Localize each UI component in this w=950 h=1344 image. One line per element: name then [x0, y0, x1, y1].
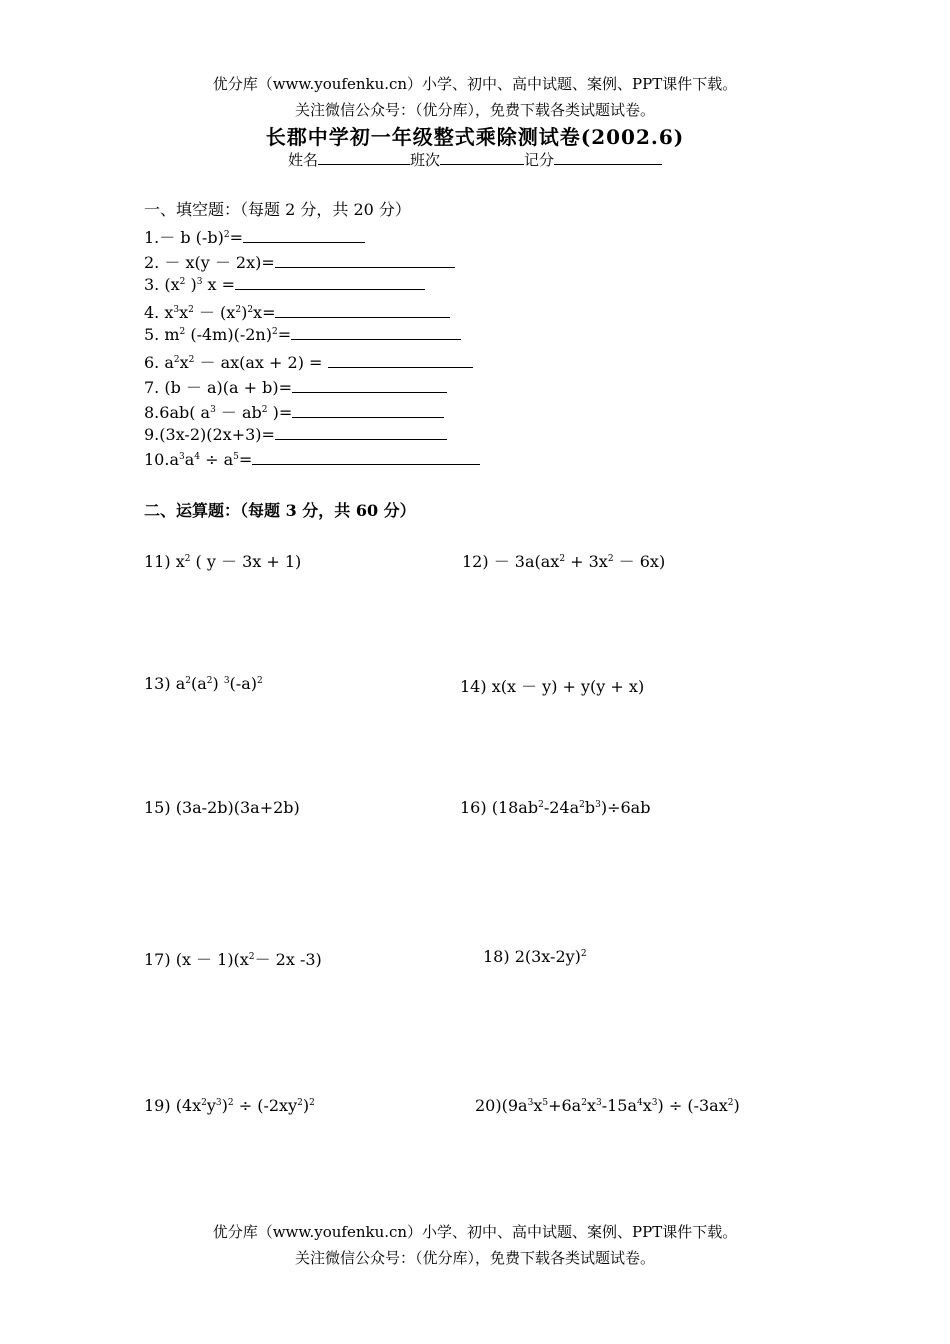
expression-text: a [169, 450, 179, 469]
calc-question [144, 674, 263, 693]
fill-question [144, 225, 365, 248]
section2-heading: 二、运算题：（每题 3 分，共 60 分） [144, 501, 416, 520]
expression-text: ) [185, 275, 197, 294]
expression-text: ÷ a [200, 450, 234, 469]
student-info-row [0, 149, 950, 170]
exponent: 3 [595, 1098, 602, 1108]
question-number: 8. [144, 403, 160, 422]
exponent: 2 [247, 305, 254, 315]
exponent: 2 [248, 952, 255, 962]
calc-question [144, 947, 322, 970]
expression-text: m [159, 325, 180, 344]
question-number: 10. [144, 450, 170, 469]
exponent: 2 [227, 1098, 234, 1108]
fill-question [144, 250, 455, 273]
exponent: 2 [256, 676, 263, 686]
page-title: 长郡中学初一年级整式乘除测试卷(2002.6) [265, 125, 685, 149]
question-number: 14) [460, 677, 487, 696]
question-number: 13) [144, 674, 171, 693]
expression-text: a [170, 674, 186, 693]
expression-text: (a [190, 674, 207, 693]
question-number: 6. [144, 353, 160, 372]
exponent: 2 [179, 327, 186, 337]
question-number: 11) [144, 552, 171, 571]
exponent: 2 [173, 355, 180, 365]
expression-text: = [238, 450, 253, 469]
score-blank [554, 149, 662, 165]
calc-question [144, 549, 301, 572]
answer-blank [275, 253, 455, 268]
exponent: 2 [580, 949, 587, 959]
expression-text: － ab [215, 403, 262, 422]
calc-question [475, 1096, 740, 1115]
exponent: 4 [194, 452, 201, 462]
expression-text: ÷ (-2xy [233, 1096, 298, 1115]
expression-text: x [642, 1096, 652, 1115]
expression-text: = [229, 228, 243, 247]
answer-blank [292, 378, 447, 393]
answer-blank [235, 275, 425, 290]
exponent: 2 [309, 1098, 315, 1108]
expression-text: x = [202, 275, 236, 294]
expression-text: -15a [601, 1096, 638, 1115]
question-number: 3. [144, 275, 160, 294]
calc-question [483, 947, 587, 966]
expression-text: x [533, 1096, 543, 1115]
exponent: 3 [223, 676, 230, 686]
expression-text: a [184, 450, 195, 469]
expression-text: ) [733, 1096, 740, 1115]
calc-question [460, 674, 644, 697]
fill-question [144, 325, 461, 344]
expression-text: b [584, 798, 596, 817]
answer-blank [292, 403, 444, 418]
question-number: 7. [144, 378, 160, 397]
fill-question [144, 275, 425, 294]
exponent: 4 [637, 1098, 643, 1108]
expression-text: (-a) [229, 674, 257, 693]
expression-text: － b (-b) [159, 228, 224, 247]
header-line-2: 关注微信公众号：（优分库），免费下载各类试题试卷。 [294, 101, 655, 119]
calc-question [144, 798, 300, 817]
expression-text: a [159, 353, 174, 372]
expression-text: x [179, 303, 189, 322]
expression-text: x [586, 1096, 596, 1115]
expression-text: x [159, 303, 174, 322]
expression-text: (4x [170, 1096, 202, 1115]
fill-question [144, 425, 447, 444]
exponent: 2 [271, 327, 278, 337]
expression-text: y [206, 1096, 216, 1115]
question-number: 5. [144, 325, 160, 344]
exponent: 2 [179, 277, 186, 287]
expression-text: = [277, 325, 292, 344]
exponent: 3 [595, 800, 601, 810]
answer-blank [328, 353, 473, 368]
expression-text: -24a [543, 798, 580, 817]
exponent: 2 [188, 355, 195, 365]
calc-question [462, 549, 665, 572]
exponent: 2 [201, 1098, 207, 1108]
expression-text: + 3x [565, 552, 608, 571]
expression-text: ) [302, 1096, 310, 1115]
exponent: 2 [581, 1098, 587, 1108]
exponent: 2 [188, 305, 194, 315]
name-label: 姓名 [287, 151, 318, 169]
footer-line-1: 优分库（www.youfenku.cn）小学、初中、高中试题、案例、PPT课件下载。 [212, 1223, 738, 1241]
calc-question [144, 1096, 315, 1115]
exponent: 2 [538, 800, 544, 810]
exponent: 2 [223, 230, 230, 240]
section1-heading: 一、填空题：（每题 2 分，共 20 分） [144, 200, 411, 219]
expression-text: )= [267, 403, 293, 422]
question-number: 2. [144, 253, 160, 272]
exponent: 3 [173, 305, 180, 315]
exponent: 2 [206, 676, 213, 686]
question-number: 15) [144, 798, 171, 817]
exponent: 3 [210, 405, 216, 415]
exponent: 2 [185, 676, 191, 686]
expression-text: (9a [501, 1096, 528, 1115]
expression-text: ) ÷ (-3ax [657, 1096, 728, 1115]
class-blank [440, 149, 524, 165]
expression-text: x [170, 552, 185, 571]
expression-text: － 3a(ax [488, 552, 560, 571]
fill-question [144, 450, 480, 469]
expression-text: x [179, 353, 189, 372]
question-number: 1. [144, 228, 160, 247]
exponent: 3 [215, 1098, 222, 1108]
footer-line-2: 关注微信公众号：（优分库），免费下载各类试题试卷。 [294, 1249, 655, 1267]
name-blank [318, 149, 410, 165]
answer-blank [243, 228, 365, 243]
expression-text: － (x [193, 303, 236, 322]
expression-text: ) [212, 674, 224, 693]
expression-text: － x(y － 2x)= [159, 253, 275, 272]
expression-text: (-4m)(-2n) [185, 325, 272, 344]
question-number: 9. [144, 425, 160, 444]
score-label: 记分 [524, 151, 555, 169]
expression-text: － 2x -3) [254, 950, 322, 969]
answer-blank [275, 303, 450, 318]
fill-question [144, 375, 447, 398]
fill-question [144, 350, 473, 373]
expression-text: － 6x) [613, 552, 666, 571]
question-number: 4. [144, 303, 160, 322]
expression-text: (x [159, 275, 180, 294]
exponent: 5 [233, 452, 239, 462]
exponent: 3 [196, 277, 203, 287]
exponent: 2 [261, 405, 268, 415]
question-number: 16) [460, 798, 487, 817]
fill-question [144, 400, 444, 423]
question-number: 17) [144, 950, 171, 969]
expression-text: (3x-2)(2x+3)= [159, 425, 275, 444]
expression-text: (b － a)(a + b)= [159, 378, 293, 397]
class-label: 班次 [409, 151, 440, 169]
exponent: 3 [527, 1098, 534, 1108]
header-line-1: 优分库（www.youfenku.cn）小学、初中、高中试题、案例、PPT课件下载。 [212, 75, 738, 93]
expression-text: － ax(ax + 2) = [194, 353, 328, 372]
answer-blank [291, 325, 461, 340]
exponent: 2 [607, 554, 614, 564]
expression-text: +6a [548, 1096, 582, 1115]
expression-text: ( y － 3x + 1) [190, 552, 302, 571]
exponent: 2 [184, 554, 191, 564]
exponent: 2 [235, 305, 242, 315]
question-number: 19) [144, 1096, 171, 1115]
exponent: 3 [651, 1098, 658, 1108]
exponent: 3 [179, 452, 185, 462]
expression-text: )÷6ab [600, 798, 651, 817]
exponent: 2 [297, 1098, 303, 1108]
question-number: 20) [475, 1096, 502, 1115]
calc-question [460, 798, 650, 817]
exponent: 5 [542, 1098, 549, 1108]
answer-blank [275, 425, 447, 440]
question-number: 18) [483, 947, 510, 966]
expression-text: x(x － y) + y(y + x) [486, 677, 645, 696]
expression-text: (x － 1)(x [170, 950, 249, 969]
exponent: 2 [559, 554, 566, 564]
answer-blank [252, 450, 480, 465]
expression-text: 2(3x-2y) [509, 947, 581, 966]
exponent: 2 [727, 1098, 734, 1108]
expression-text: 6ab( a [159, 403, 211, 422]
expression-text: (18ab [486, 798, 539, 817]
expression-text: ) [241, 303, 248, 322]
expression-text: (3a-2b)(3a+2b) [170, 798, 300, 817]
exponent: 2 [579, 800, 585, 810]
question-number: 12) [462, 552, 489, 571]
fill-question [144, 300, 450, 323]
expression-text: x= [253, 303, 276, 322]
expression-text: ) [221, 1096, 228, 1115]
